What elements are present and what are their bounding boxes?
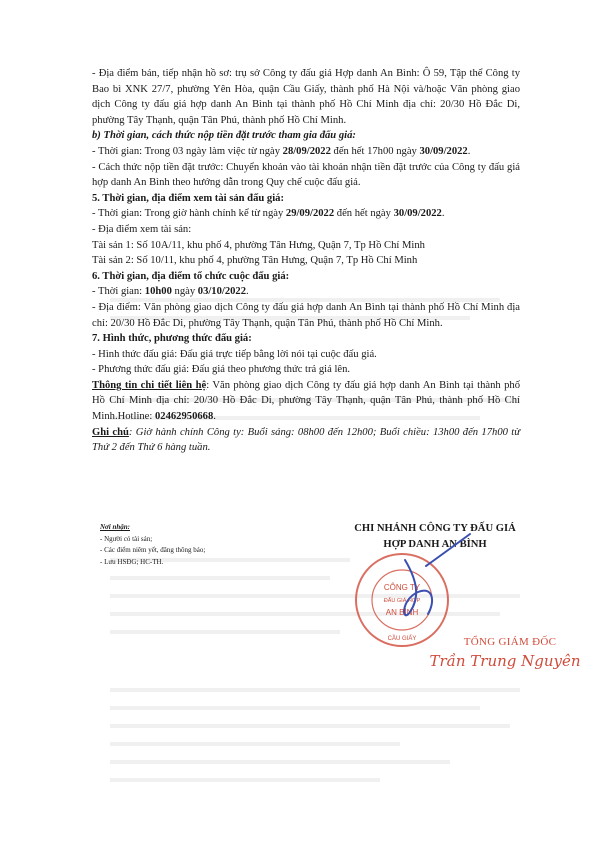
seal-ring-text: CẦU GIẤY [387,636,417,642]
recipient-item: - Lưu HSĐG; HC-TH. [100,557,164,566]
section-6-heading: 6. Thời gian, địa điểm tổ chức cuộc đấu giá: [92,270,290,282]
sales-location-paragraph: - Địa điểm bán, tiếp nhận hồ sơ: trụ sở Công ty đấu giá Hợp danh An Bình: Ô 59, Tập thể Công ty Bao bì XNK 27/7, phường Yên Hòa, quận Cầu Giấy, thành phố Hà Nội và/hoặc Văn phòng giao dịch Công ty đấu giá hợp danh An Bình tại thành phố Hồ Chí Minh địa chỉ: 20/30 Hồ Đắc Di, phường Tây Thạnh, quận Tân Phú, thành phố Hồ Chí Minh. [92,68,520,126]
viewing-end-date: 30/09/2022 [393,208,442,220]
hotline-end: . [213,411,216,423]
auction-time-mid: ngày [171,286,198,298]
viewing-time-mid: đến hết ngày [334,208,394,220]
auction-date: 03/10/2022 [197,286,247,298]
seal-line-2: ĐẤU GIÁ HỢP [383,598,421,604]
deposit-heading: b) Thời gian, cách thức nộp tiền đặt trước tham gia đấu giá: [92,130,356,142]
recipient-item: - Các điểm niêm yết, đăng thông báo; [100,546,206,554]
deposit-end-date: 30/09/2022 [419,145,468,157]
director-name: Trần Trung Nguyên [429,652,581,670]
viewing-time-end: . [441,208,445,220]
deposit-start-date: 28/09/2022 [282,145,331,157]
auction-hour: 10h00 [144,286,172,298]
auction-form-paragraph: - Hình thức đấu giá: Đấu giá trực tiếp bằng lời nói tại cuộc đấu giá. [92,348,377,360]
deposit-time-text: - Thời gian: Trong 03 ngày làm việc từ ngày [92,145,283,157]
recipient-item: - Người có tài sản; [100,534,153,543]
note-label: Ghi chú [92,426,129,438]
org-line-1: CHI NHÁNH CÔNG TY ĐẤU GIÁ [354,523,516,534]
section-7-heading: 7. Hình thức, phương thức đấu giá: [92,333,252,345]
deposit-time-end: . [467,145,471,157]
viewing-time-paragraph [92,206,520,222]
auction-time-end: . [246,286,249,298]
asset-2-address: Tài sản 2: Số 10/11, khu phố 4, phường Tân Hưng, Quận 7, Tp Hồ Chí Minh [92,255,418,267]
auction-method-paragraph: - Phương thức đấu giá: Đấu giá theo phương thức trả giá lên. [92,364,351,376]
signing-organization [330,521,540,552]
auction-location-paragraph: - Địa điểm: Văn phòng giao dịch Công ty đấu giá hợp danh An Bình tại thành phố Hồ Chí Minh địa chỉ: 20/30 Hồ Đắc Di, phường Tây Thạnh, quận Tân Phú, thành phố Hồ Chí Minh. [92,301,520,329]
contact-paragraph [92,378,520,425]
contact-text: : Văn phòng giao dịch Công ty đấu giá hợp danh An Bình tại thành phố Hồ Chí Minh địa chỉ: 20/30 Hồ Đắc Di, phường Tây Thạnh, quận Tân Phú, thành phố Hồ Chí Minh.Hotline: [92,379,520,423]
note-paragraph [92,425,520,456]
seal-line-3: AN BÌNH [385,608,419,617]
company-seal [352,550,452,650]
seal-line-1: CÔNG TY [383,583,421,592]
org-line-2: HỢP DANH AN BÌNH [383,538,487,550]
director-title: TỔNG GIÁM ĐỐC [463,636,557,648]
viewing-time-text: - Thời gian: Trong giờ hành chính kể từ ngày [92,208,286,220]
note-text: : Giờ hành chính Công ty: Buổi sáng: 08h00 đến 12h00; Buổi chiều: 13h00 đến 17h00 từ Thứ 2 đến Thứ 6 hàng tuần. [92,426,520,454]
contact-label: Thông tin chi tiết liên hệ [92,379,207,391]
deposit-time-mid: đến hết 17h00 ngày [330,145,420,157]
hotline-number: 02462950668 [154,411,214,423]
viewing-location-label: - Địa điểm xem tài sản: [92,223,192,235]
asset-1-address: Tài sản 1: Số 10A/11, khu phố 4, phường Tân Hưng, Quận 7, Tp Hồ Chí Minh [92,239,425,251]
recipients-heading: Nơi nhận: [100,523,131,531]
auction-time-text: - Thời gian: [92,286,145,298]
deposit-time-paragraph [92,144,520,160]
document-body [92,66,520,456]
viewing-start-date: 29/09/2022 [285,208,335,220]
section-5-heading: 5. Thời gian, địa điểm xem tài sản đấu giá: [92,192,284,204]
recipients-block [100,522,300,568]
auction-time-paragraph [92,284,520,300]
deposit-method-paragraph: - Cách thức nộp tiền đặt trước: Chuyển khoản vào tài khoản nhận tiền đặt trước của Công ty đấu giá hợp danh An Bình theo hướng dẫn trong Quy chế cuộc đấu giá. [92,161,520,189]
